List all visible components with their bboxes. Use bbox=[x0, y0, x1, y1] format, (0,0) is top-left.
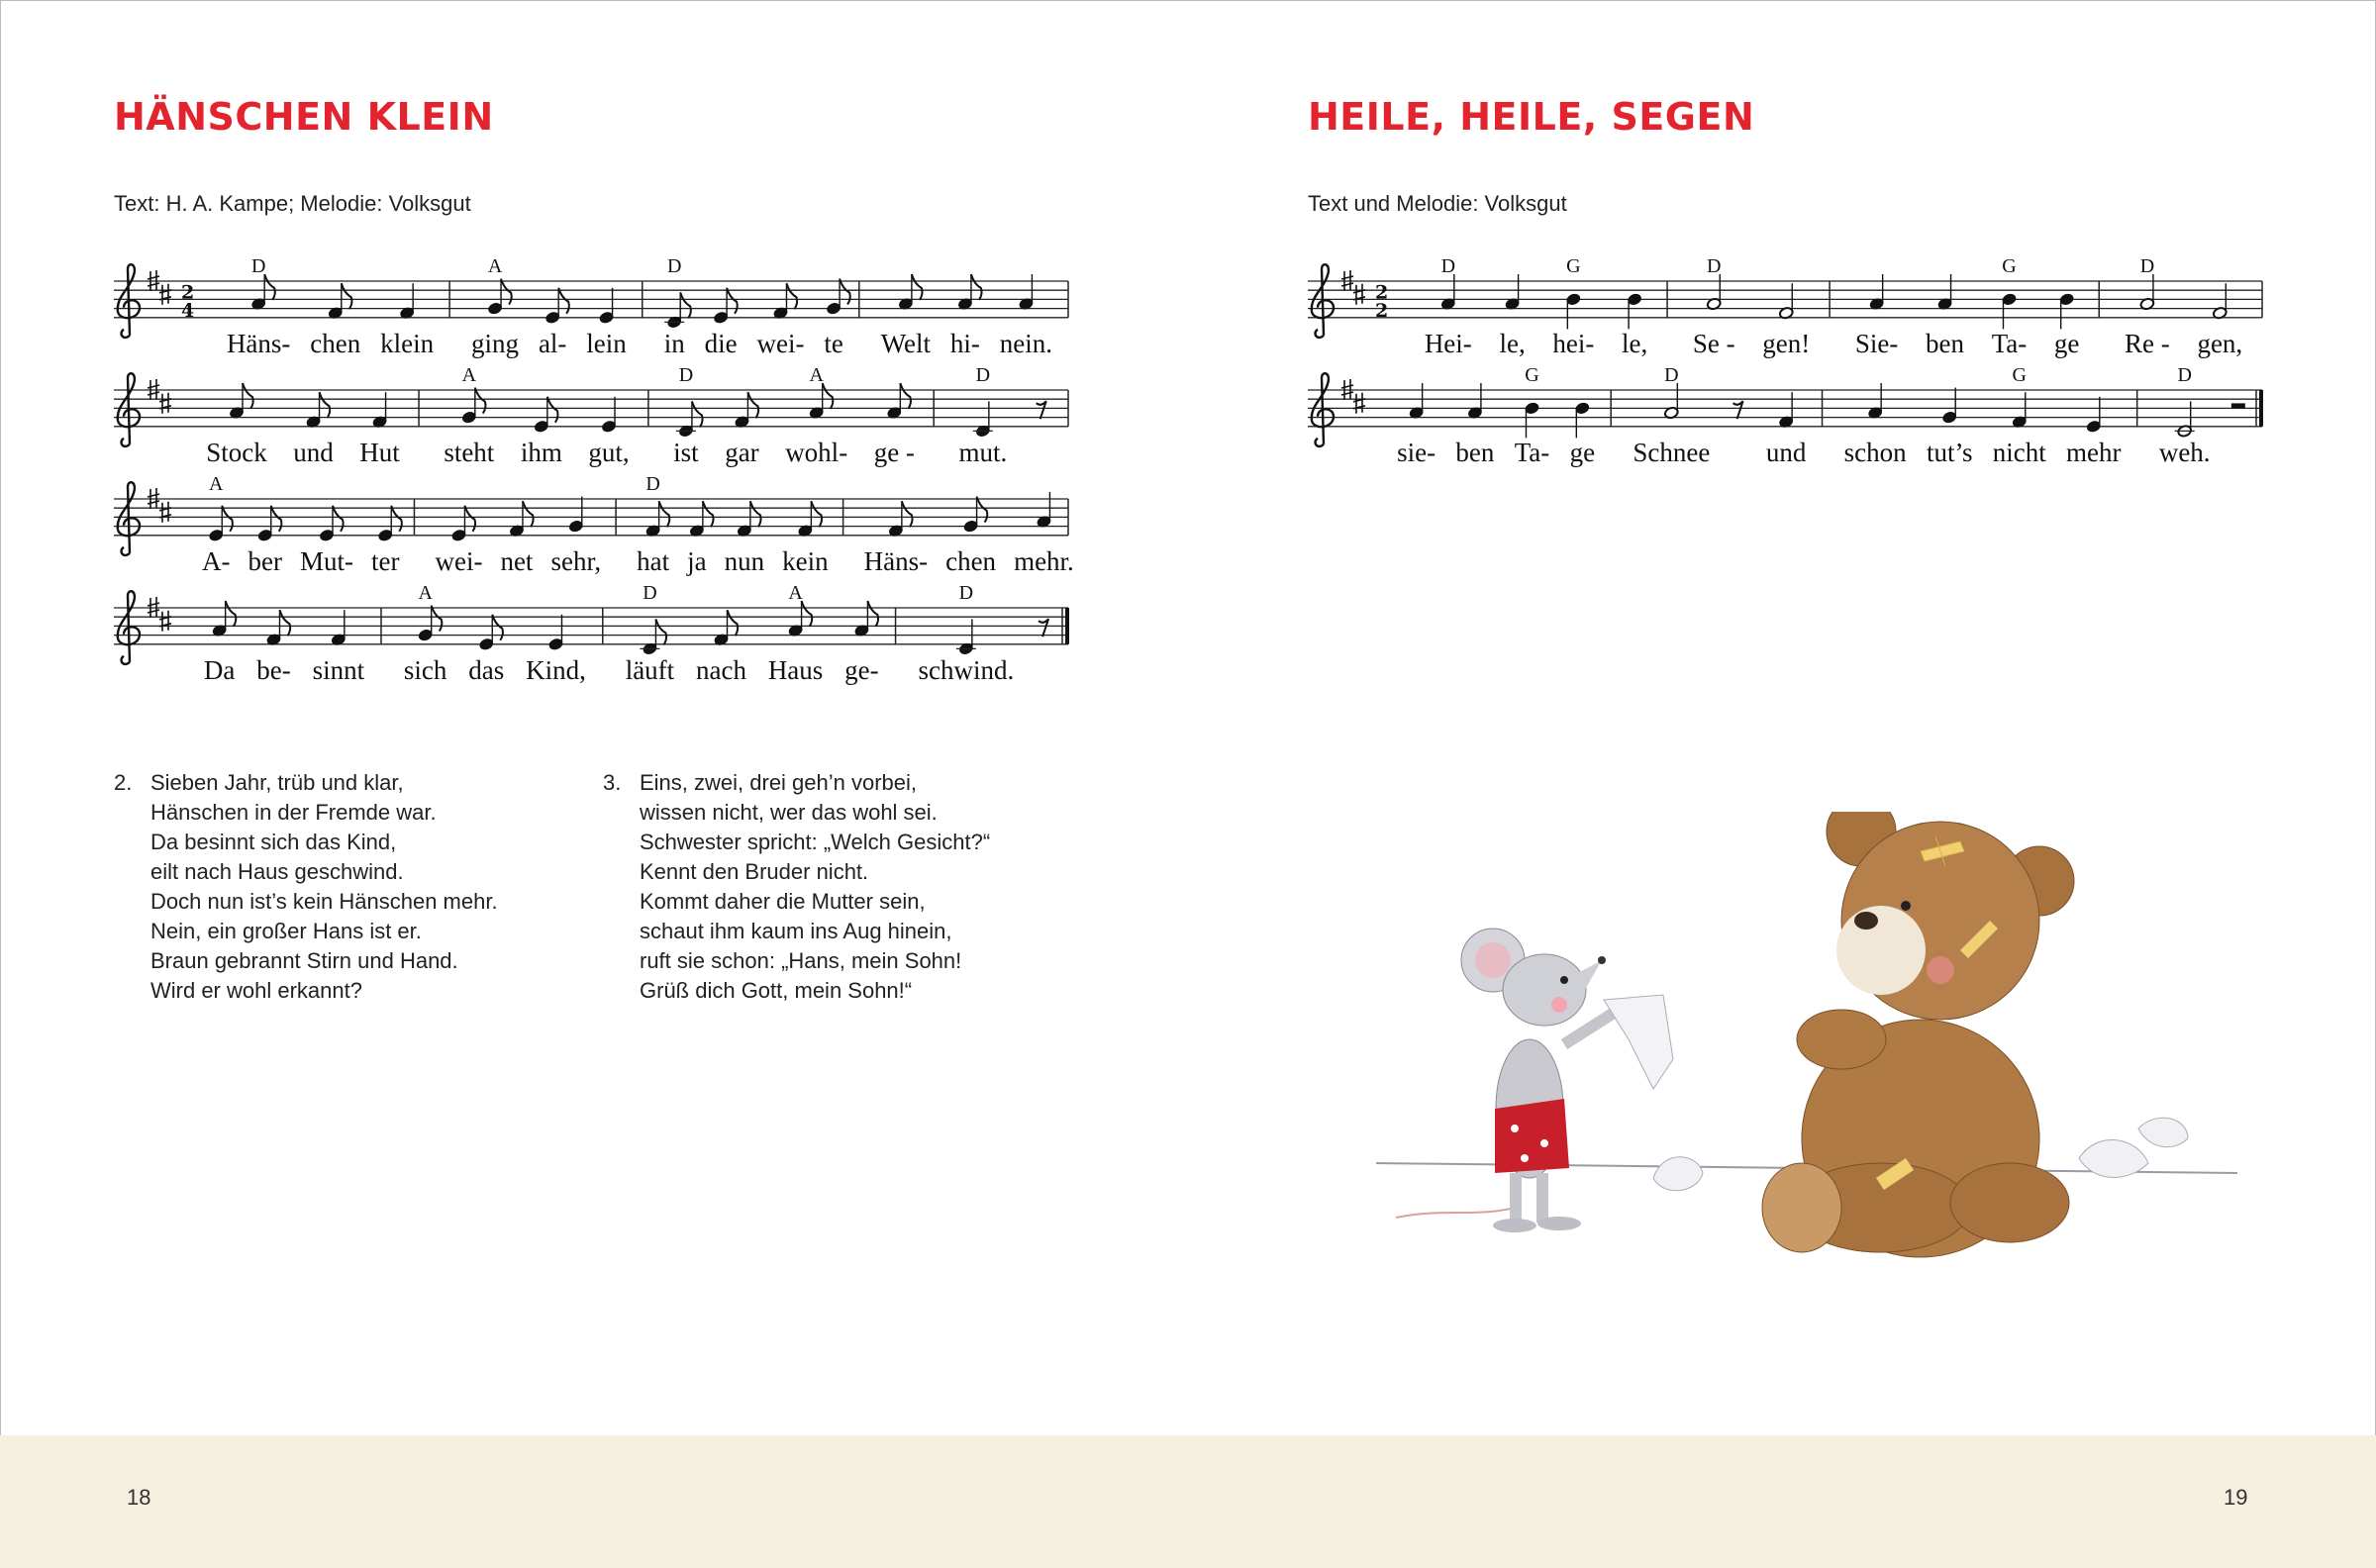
chord-symbol: D bbox=[2139, 255, 2155, 277]
lyric-syllable: ist bbox=[673, 438, 699, 467]
chord-symbol: D bbox=[643, 582, 657, 604]
lyric-syllable: mehr bbox=[2066, 438, 2122, 467]
lyric-syllable: gar bbox=[725, 438, 759, 467]
note-flag bbox=[750, 501, 761, 527]
treble-clef-icon bbox=[118, 591, 140, 664]
note-flag bbox=[659, 501, 670, 527]
lyric-syllable: ja bbox=[687, 546, 707, 576]
lyric-syllable: sehr, bbox=[550, 546, 602, 576]
time-signature-top: 2 bbox=[1375, 281, 1389, 304]
lyric-syllable: Hut bbox=[359, 438, 400, 467]
lyric-syllable: hi- bbox=[949, 329, 980, 358]
lyric-syllable: ben bbox=[1926, 329, 1965, 358]
lyric-syllable: chen bbox=[310, 329, 361, 358]
song-title-right: HEILE, HEILE, SEGEN bbox=[1308, 95, 1755, 139]
verse-line: Schwester spricht: „Welch Gesicht?“ bbox=[640, 830, 991, 854]
chord-symbol: D bbox=[2177, 364, 2192, 386]
note-flag bbox=[747, 392, 758, 418]
staff bbox=[114, 255, 1068, 358]
time-signature-top: 2 bbox=[181, 281, 195, 304]
lyric-syllable: A- bbox=[202, 546, 231, 576]
verse-number: 3. bbox=[603, 770, 622, 795]
lyric-syllable: ge- bbox=[844, 655, 879, 685]
note-flag bbox=[971, 274, 982, 300]
chord-symbol: D bbox=[975, 364, 991, 386]
sharp-icon bbox=[159, 502, 171, 523]
lyric-syllable: Se - bbox=[1692, 329, 1735, 358]
lyric-syllable: hat bbox=[637, 546, 670, 576]
note-flag bbox=[523, 501, 534, 527]
lyric-syllable: nun bbox=[724, 546, 765, 576]
treble-clef-icon bbox=[118, 482, 140, 555]
note-flag bbox=[279, 610, 290, 636]
note-flag bbox=[786, 283, 797, 309]
verse-line: Doch nun ist’s kein Hänschen mehr. bbox=[150, 889, 498, 914]
lyric-syllable: Ta- bbox=[1991, 329, 2028, 358]
mouse-figure bbox=[1396, 929, 1619, 1232]
chord-symbol: G bbox=[2012, 364, 2027, 386]
song-credit-right: Text und Melodie: Volksgut bbox=[1308, 191, 1567, 216]
eighth-rest-icon bbox=[1037, 401, 1046, 419]
verse-3 bbox=[603, 768, 990, 1006]
treble-clef-icon bbox=[118, 373, 140, 446]
lyric-syllable: schon bbox=[1843, 438, 1907, 467]
lyric-syllable: hei- bbox=[1552, 329, 1595, 358]
song-credit-left: Text: H. A. Kampe; Melodie: Volksgut bbox=[114, 191, 471, 216]
verse-lines bbox=[150, 768, 498, 1006]
eighth-rest-icon bbox=[1039, 619, 1048, 637]
lyric-syllable: und bbox=[1765, 438, 1807, 467]
lyric-syllable: sinnt bbox=[312, 655, 365, 685]
lyric-syllable: kein bbox=[782, 546, 829, 576]
note-flag bbox=[680, 292, 691, 318]
sheet-music bbox=[0, 0, 2376, 713]
verse-line: Grüß dich Gott, mein Sohn!“ bbox=[640, 978, 913, 1003]
treble-clef-icon bbox=[1312, 264, 1334, 338]
chord-symbol: D bbox=[666, 255, 682, 277]
tissue bbox=[1653, 1157, 1703, 1191]
note-flag bbox=[243, 383, 253, 409]
lyric-syllable: be- bbox=[256, 655, 291, 685]
sharp-icon bbox=[1353, 393, 1365, 414]
verse-line: wissen nicht, wer das wohl sei. bbox=[640, 800, 938, 825]
lyric-syllable: le, bbox=[1621, 329, 1648, 358]
lyric-syllable: Mut- bbox=[299, 546, 353, 576]
lyric-syllable: te bbox=[824, 329, 843, 358]
lyric-syllable: weh. bbox=[2158, 438, 2211, 467]
lyric-syllable: nicht bbox=[1992, 438, 2046, 467]
mouse-and-bear-illustration bbox=[1366, 812, 2257, 1277]
verse-line: schaut ihm kaum ins Aug hinein, bbox=[640, 919, 952, 943]
chord-symbol: A bbox=[788, 582, 803, 604]
note-flag bbox=[802, 601, 813, 627]
verse-line: Kennt den Bruder nicht. bbox=[640, 859, 869, 884]
verse-line: Eins, zwei, drei geh’n vorbei, bbox=[640, 770, 918, 795]
note-flag bbox=[432, 606, 443, 632]
lyric-syllable: die bbox=[704, 329, 738, 358]
lyric-syllable: gen! bbox=[1762, 329, 1811, 358]
page-number-left: 18 bbox=[127, 1485, 151, 1510]
verse-line: Sieben Jahr, trüb und klar, bbox=[150, 770, 404, 795]
lyric-syllable: Hei- bbox=[1424, 329, 1472, 358]
lyric-syllable: ge bbox=[2053, 329, 2080, 358]
lyric-syllable: chen bbox=[945, 546, 997, 576]
lyric-syllable: sie- bbox=[1397, 438, 1436, 467]
note-flag bbox=[727, 288, 738, 314]
lyric-syllable: Häns- bbox=[226, 329, 291, 358]
note-flag bbox=[333, 506, 344, 532]
note-flag bbox=[271, 506, 282, 532]
lyric-syllable: Re - bbox=[2125, 329, 2170, 358]
chord-symbol: D bbox=[1664, 364, 1679, 386]
lyric-syllable: net bbox=[500, 546, 534, 576]
lyric-syllable: Ta- bbox=[1514, 438, 1550, 467]
note-flag bbox=[703, 501, 714, 527]
lyric-syllable: lein bbox=[586, 329, 627, 358]
treble-clef-icon bbox=[118, 264, 140, 338]
verse-line: Kommt daher die Mutter sein, bbox=[640, 889, 926, 914]
lyric-syllable: gut, bbox=[588, 438, 630, 467]
lyric-syllable: läuft bbox=[625, 655, 675, 685]
chord-symbol: A bbox=[418, 582, 433, 604]
note-flag bbox=[977, 497, 988, 523]
sharp-icon bbox=[1353, 284, 1365, 305]
note-flag bbox=[492, 615, 503, 640]
verse-line: Nein, ein großer Hans ist er. bbox=[150, 919, 422, 943]
staff bbox=[114, 364, 1068, 467]
chord-symbol: D bbox=[958, 582, 974, 604]
lyric-syllable: Kind, bbox=[526, 655, 586, 685]
lyric-syllable: Da bbox=[203, 655, 236, 685]
note-flag bbox=[692, 401, 703, 427]
note-flag bbox=[558, 288, 569, 314]
time-signature-bottom: 2 bbox=[1375, 299, 1389, 322]
note-flag bbox=[811, 501, 822, 527]
note-flag bbox=[226, 601, 237, 627]
note-flag bbox=[867, 601, 878, 627]
verse-line: ruft sie schon: „Hans, mein Sohn! bbox=[640, 948, 962, 973]
lyric-syllable: ter bbox=[370, 546, 400, 576]
chord-symbol: A bbox=[209, 473, 224, 495]
staff bbox=[1308, 364, 2262, 467]
lyric-syllable: Stock bbox=[206, 438, 267, 467]
note-flag bbox=[900, 383, 911, 409]
staff bbox=[114, 473, 1074, 576]
note-flag bbox=[391, 506, 402, 532]
lyric-syllable: gen, bbox=[2197, 329, 2243, 358]
note-flag bbox=[912, 274, 923, 300]
lyric-syllable: mut. bbox=[958, 438, 1008, 467]
sharp-icon bbox=[159, 611, 171, 632]
verse-line: eilt nach Haus geschwind. bbox=[150, 859, 404, 884]
chord-symbol: G bbox=[2002, 255, 2017, 277]
verse-lines bbox=[640, 768, 990, 1006]
lyric-syllable: Welt bbox=[880, 329, 932, 358]
verse-line: Wird er wohl erkannt? bbox=[150, 978, 362, 1003]
lyric-syllable: steht bbox=[444, 438, 495, 467]
chord-symbol: D bbox=[1707, 255, 1722, 277]
lyric-syllable: das bbox=[468, 655, 505, 685]
verse-number: 2. bbox=[114, 770, 133, 795]
chord-symbol: A bbox=[809, 364, 824, 386]
lyric-syllable: al- bbox=[538, 329, 567, 358]
lyric-syllable: Häns- bbox=[863, 546, 929, 576]
chord-symbol: D bbox=[678, 364, 694, 386]
lyric-syllable: ging bbox=[471, 329, 520, 358]
verse-line: Hänschen in der Fremde war. bbox=[150, 800, 437, 825]
lyric-syllable: in bbox=[663, 329, 685, 358]
tissue bbox=[2138, 1118, 2188, 1147]
note-flag bbox=[728, 610, 739, 636]
lyric-syllable: ber bbox=[248, 546, 282, 576]
verse-2 bbox=[114, 768, 498, 1006]
eighth-rest-icon bbox=[1733, 401, 1743, 419]
time-signature-bottom: 4 bbox=[181, 299, 195, 322]
lyric-syllable: mehr. bbox=[1014, 546, 1074, 576]
note-flag bbox=[222, 506, 233, 532]
lyric-syllable: klein bbox=[380, 329, 435, 358]
lyric-syllable: Schnee bbox=[1633, 438, 1711, 467]
note-flag bbox=[501, 279, 512, 305]
note-flag bbox=[320, 392, 331, 418]
handkerchief bbox=[1604, 995, 1673, 1089]
note-flag bbox=[264, 274, 275, 300]
lyric-syllable: wohl- bbox=[785, 438, 848, 467]
chord-symbol: D bbox=[250, 255, 266, 277]
chord-symbol: G bbox=[1525, 364, 1539, 386]
staff bbox=[114, 582, 1068, 685]
lyric-syllable: tut’s bbox=[1926, 438, 1973, 467]
lyric-syllable: ihm bbox=[520, 438, 562, 467]
page-number-right: 19 bbox=[2224, 1485, 2248, 1510]
lyric-syllable: ben bbox=[1455, 438, 1495, 467]
half-rest-icon bbox=[2231, 403, 2245, 408]
lyric-syllable: le, bbox=[1499, 329, 1526, 358]
note-flag bbox=[342, 283, 352, 309]
lyric-syllable: nach bbox=[696, 655, 746, 685]
chord-symbol: A bbox=[487, 255, 503, 277]
note-flag bbox=[902, 501, 913, 527]
staff bbox=[1308, 255, 2262, 358]
note-flag bbox=[464, 506, 475, 532]
lyric-syllable: und bbox=[293, 438, 334, 467]
chord-symbol: D bbox=[1440, 255, 1456, 277]
lyric-syllable: ge bbox=[1569, 438, 1596, 467]
note-flag bbox=[823, 383, 834, 409]
lyric-syllable: nein. bbox=[999, 329, 1053, 358]
verse-line: Braun gebrannt Stirn und Hand. bbox=[150, 948, 458, 973]
note-flag bbox=[475, 388, 486, 414]
note-flag bbox=[655, 619, 666, 644]
teddy-bear-figure bbox=[1762, 812, 2074, 1257]
lyric-syllable: Sie- bbox=[1854, 329, 1899, 358]
lyric-syllable: Haus bbox=[767, 655, 824, 685]
lyric-syllable: wei- bbox=[756, 329, 805, 358]
verse-line: Da besinnt sich das Kind, bbox=[150, 830, 397, 854]
sharp-icon bbox=[159, 393, 171, 414]
note-flag bbox=[840, 279, 850, 305]
lyric-syllable: sich bbox=[403, 655, 447, 685]
chord-symbol: G bbox=[1566, 255, 1581, 277]
chord-symbol: D bbox=[645, 473, 660, 495]
treble-clef-icon bbox=[1312, 373, 1334, 446]
chord-symbol: A bbox=[461, 364, 477, 386]
note-flag bbox=[547, 397, 558, 423]
page-footer bbox=[0, 1435, 2376, 1568]
lyric-syllable: wei- bbox=[435, 546, 483, 576]
lyric-syllable: ge - bbox=[873, 438, 915, 467]
lyric-syllable: schwind. bbox=[918, 655, 1015, 685]
song-title-left: HÄNSCHEN KLEIN bbox=[114, 95, 494, 139]
sharp-icon bbox=[159, 284, 171, 305]
